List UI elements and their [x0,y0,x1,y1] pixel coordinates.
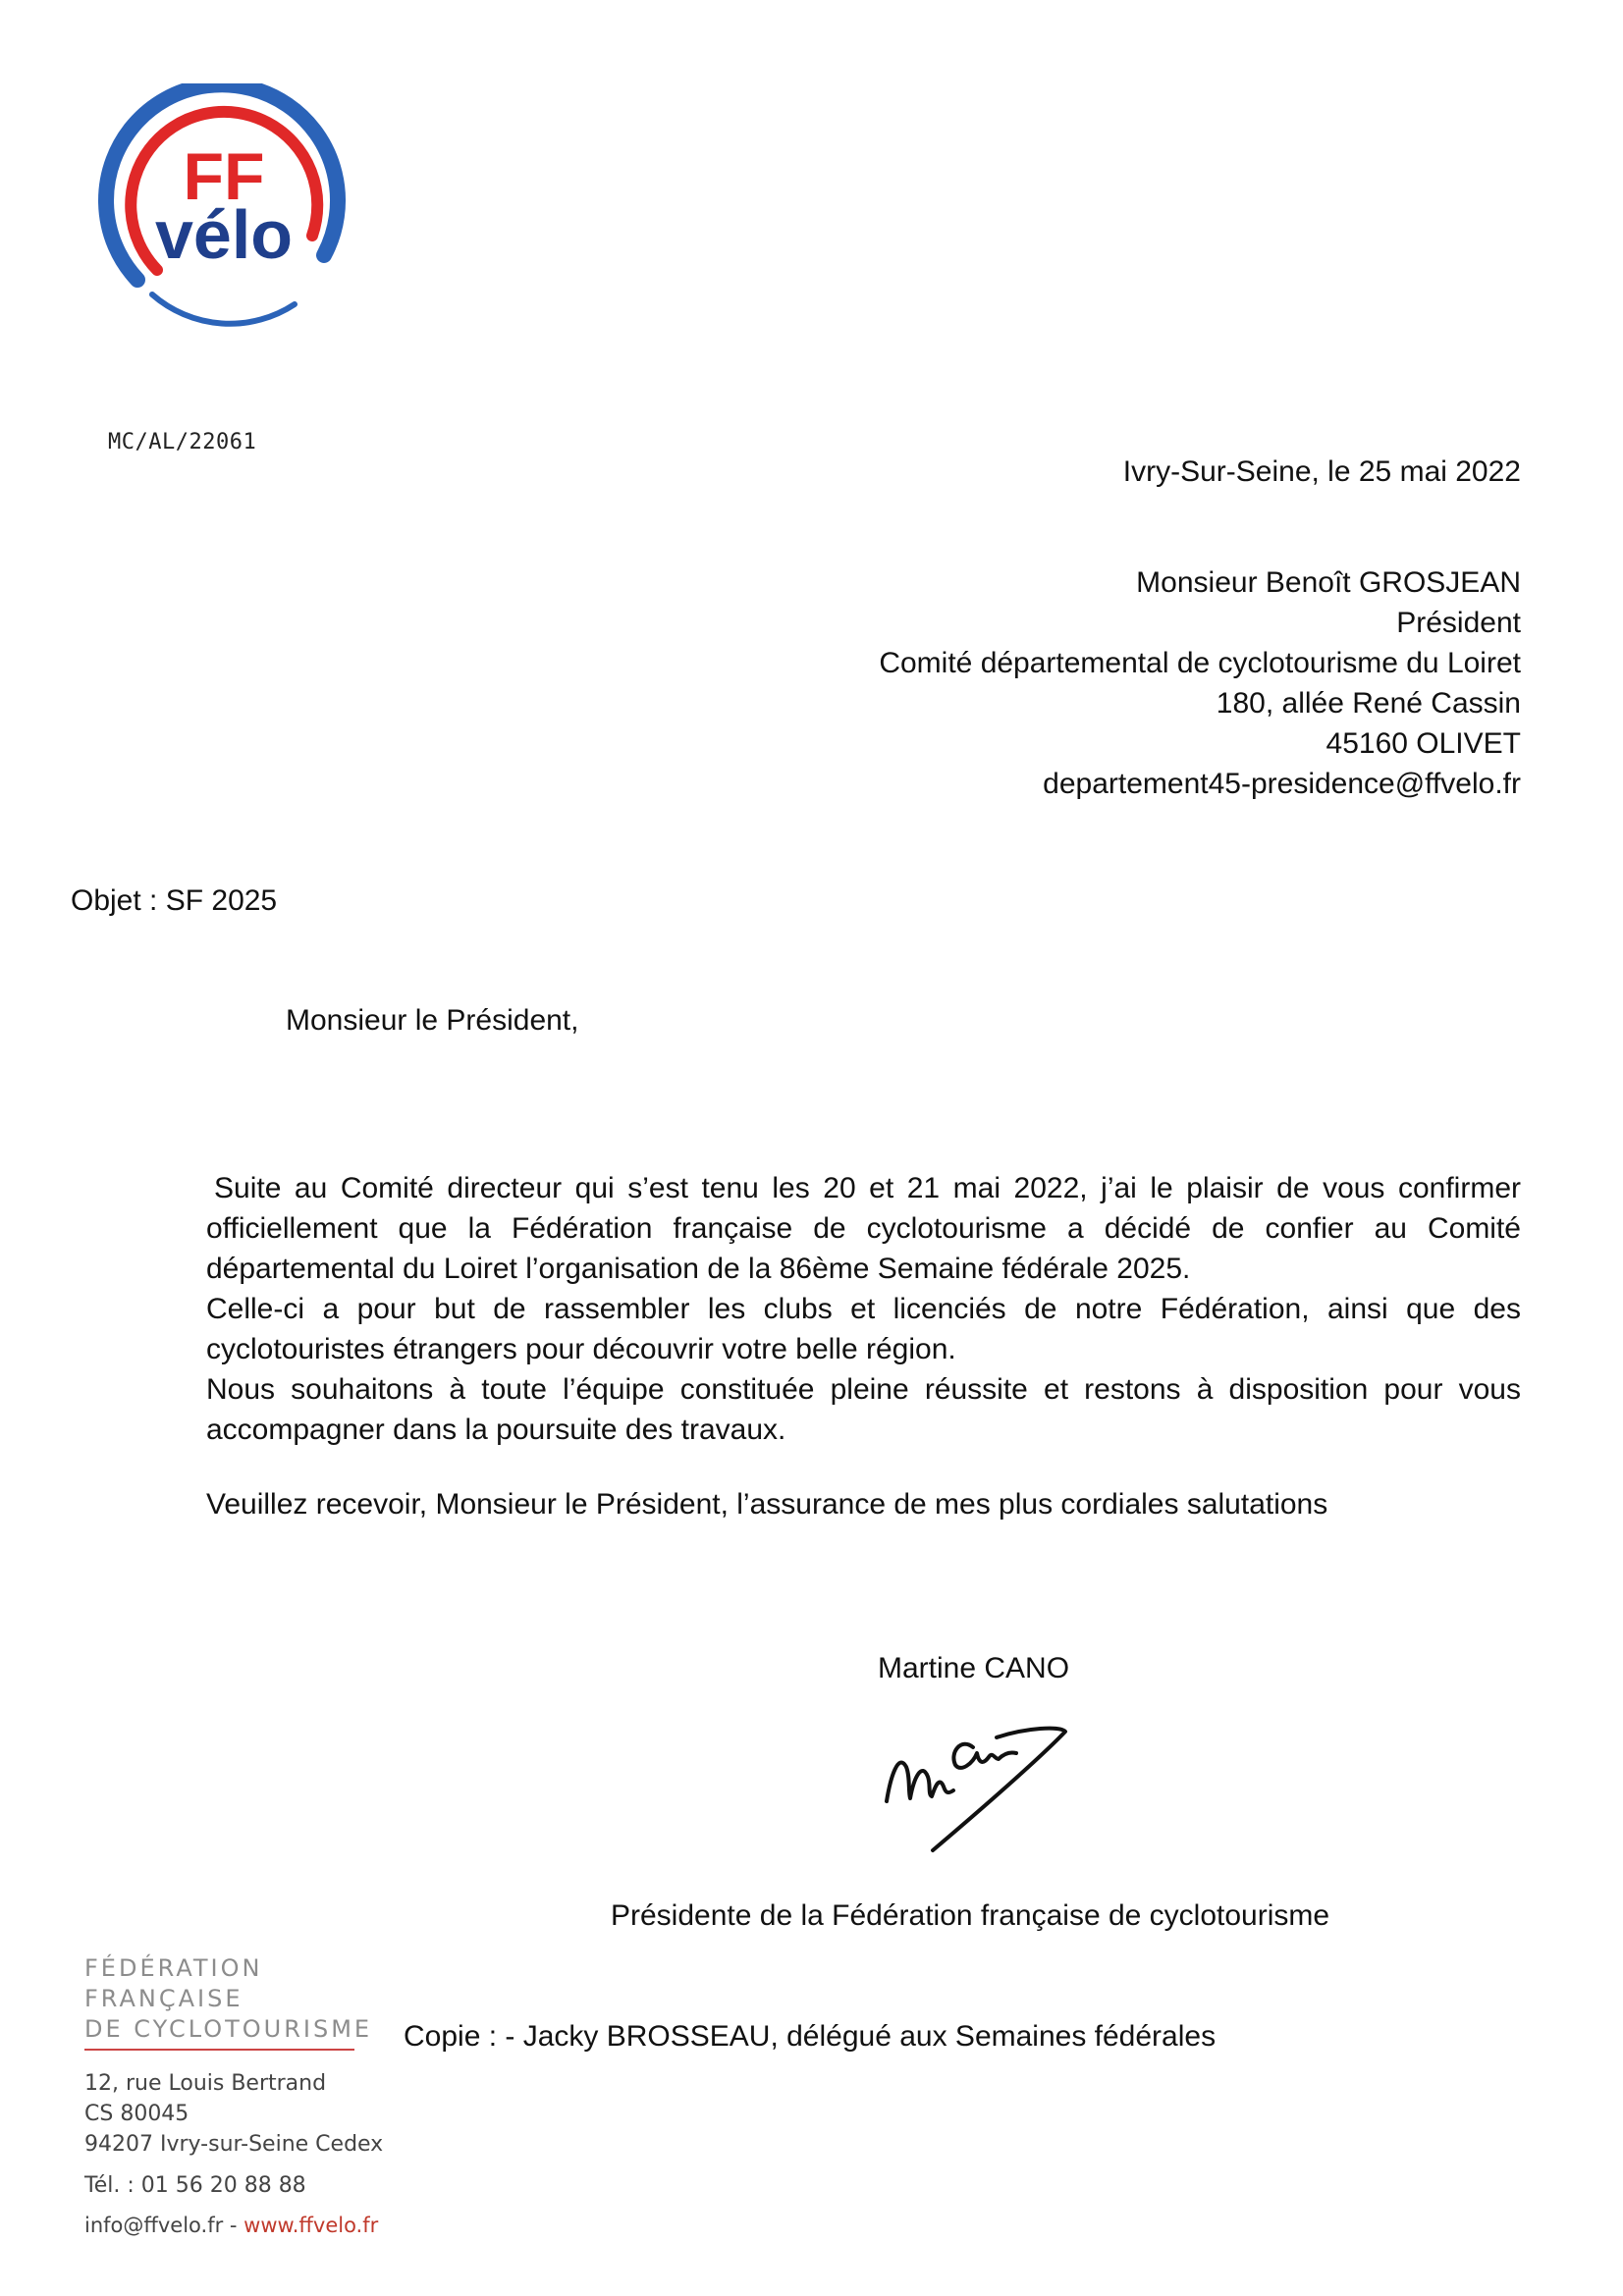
handwritten-signature [879,1708,1075,1855]
recipient-street: 180, allée René Cassin [1216,687,1521,720]
contact-separator: - [223,2214,244,2237]
body-paragraph-3: Nous souhaitons à toute l’équipe constituée pleine réussite et restons à disposition pour vous accompagner dans la poursuite des travaux. [206,1373,1521,1446]
closing-formula: Veuillez recevoir, Monsieur le Président, l’assurance de mes plus cordiales salutations [206,1488,1328,1521]
federation-contacts [84,2214,399,2237]
recipient-block [879,562,1521,804]
signer-name: Martine CANO [878,1652,1070,1684]
federation-name-line-2: FRANÇAISE [84,1985,243,2012]
body-paragraph-2: Celle-ci a pour but de rassembler les clubs et licenciés de notre Fédération, ainsi que des cyclotouristes étrangers pour découvrir votre belle région. [206,1293,1521,1365]
federation-name-line-1: FÉDÉRATION [84,1954,263,1982]
federation-website-link[interactable]: www.ffvelo.fr [243,2214,379,2237]
letter-subject: Objet : SF 2025 [71,884,278,917]
signer-title: Présidente de la Fédération française de cyclotourisme [611,1899,1330,1932]
address-line-3: 94207 Ivry-sur-Seine Cedex [84,2132,384,2157]
recipient-email: departement45-presidence@ffvelo.fr [1043,768,1521,800]
ffvelo-logo [98,83,349,334]
federation-email[interactable]: info@ffvelo.fr [84,2214,224,2237]
address-line-2: CS 80045 [84,2102,189,2126]
body-paragraph-1: Suite au Comité directeur qui s’est tenu les 20 et 21 mai 2022, j’ai le plaisir de vous confirmer officiellement que la Fédération française de cyclotourisme a décidé de confier au Comité départemental du Loiret l’organisation de la 86ème Semaine fédérale 2025. [206,1172,1521,1285]
recipient-organization: Comité départemental de cyclotourisme du Loiret [879,647,1521,679]
place-date: Ivry-Sur-Seine, le 25 mai 2022 [1122,455,1521,488]
logo-velo-text: vélo [154,196,294,273]
logo-ff-text: FF [183,139,265,214]
recipient-title: Président [1396,607,1521,639]
letter-body [206,1168,1521,1450]
federation-footer [84,1953,399,2237]
footer-divider [84,2049,354,2051]
reference-code: MC/AL/22061 [108,430,257,454]
address-line-1: 12, rue Louis Bertrand [84,2071,327,2096]
recipient-name: Monsieur Benoît GROSJEAN [1136,566,1521,599]
federation-name-line-3: DE CYCLOTOURISME [84,2015,373,2043]
recipient-city: 45160 OLIVET [1325,727,1521,760]
salutation: Monsieur le Président, [286,1004,579,1037]
federation-phone: Tél. : 01 56 20 88 88 [84,2173,306,2198]
copy-recipients: Copie : - Jacky BROSSEAU, délégué aux Semaines fédérales [404,2020,1217,2053]
